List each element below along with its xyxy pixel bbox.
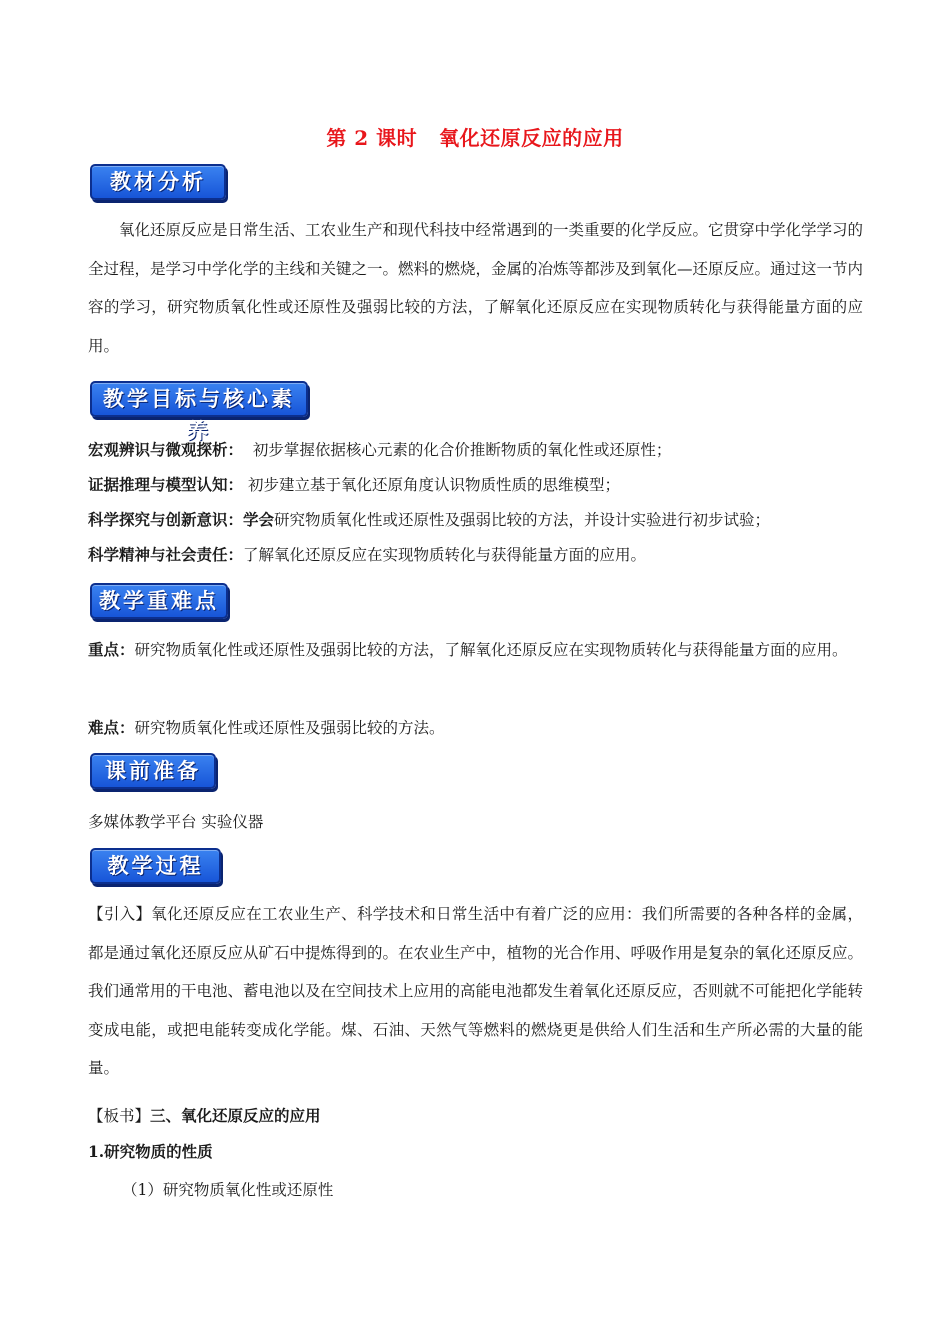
page-title <box>0 122 950 151</box>
board-label: 【板书】 <box>88 1107 151 1125</box>
section-badge-prep: 课前准备 <box>90 753 216 789</box>
goal-item <box>88 545 878 565</box>
section-badge-analysis: 教材分析 <box>90 164 226 200</box>
board-text: 三、氧化还原反应的应用 <box>150 1106 321 1125</box>
goal-text: 了解氧化还原反应在实现物质转化与获得能量方面的应用。 <box>243 546 647 564</box>
difficult-point <box>88 718 878 738</box>
intro-label: 【引入】 <box>88 905 152 923</box>
lesson-topic: 氧化还原反应的应用 <box>439 126 624 150</box>
lesson-number: 第 2 课时 <box>326 126 418 150</box>
intro-paragraph <box>88 895 863 1088</box>
difficult-point-text: 研究物质氧化性或还原性及强弱比较的方法。 <box>134 719 445 737</box>
prep-text: 多媒体教学平台 实验仪器 <box>88 813 264 831</box>
goal-item <box>88 475 878 495</box>
process-subheading: （1）研究物质氧化性或还原性 <box>122 1181 334 1199</box>
goal-label: 科学探究与创新意识： <box>88 510 244 529</box>
key-point-label: 重点： <box>88 640 135 659</box>
goal-text: 初步掌握依据核心元素的化合价推断物质的氧化性或还原性； <box>252 441 672 459</box>
goal-emphasis: 学会 <box>243 510 275 529</box>
section-badge-process: 教学过程 <box>90 848 221 884</box>
key-point-text: 研究物质氧化性或还原性及强弱比较的方法，了解氧化还原反应在实现物质转化与获得能量方面的应用。 <box>134 641 848 659</box>
goal-label: 科学精神与社会责任： <box>88 545 244 564</box>
goal-item <box>88 510 878 530</box>
goal-item <box>88 440 878 460</box>
intro-text: 氧化还原反应在工农业生产、科学技术和日常生活中有着广泛的应用：我们所需要的各种各样的金属，都是通过氧化还原反应从矿石中提炼得到的。在农业生产中，植物的光合作用、呼吸作用是复杂的氧化还原反应。我们通常用的干电池、蓄电池以及在空间技术上应用的高能电池都发生着氧化还原反应，否则就不可能把化学能转变成电能，或把电能转变成化学能。煤、石油、天然气等燃料的燃烧更是供给人们生活和生产所必需的大量的能量。 <box>88 905 864 1077</box>
section-badge-goals: 教学目标与核心素养 <box>90 381 308 417</box>
goal-label: 宏观辨识与微观探析： <box>88 440 244 459</box>
goal-label: 证据推理与模型认知： <box>88 475 244 494</box>
difficult-point-label: 难点： <box>88 718 135 737</box>
goal-text: 研究物质氧化性或还原性及强弱比较的方法，并设计实验进行初步试验； <box>274 511 771 529</box>
analysis-paragraph: 氧化还原反应是日常生活、工农业生产和现代科技中经常遇到的一类重要的化学反应。它贯穿中学化学学习的全过程，是学习中学化学的主线和关键之一。燃料的燃烧，金属的冶炼等都涉及到氧化—还原反应。通过这一节内容的学习，研究物质氧化性或还原性及强弱比较的方法，了解氧化还原反应在实现物质转化与获得能量方面的应用。 <box>88 221 864 355</box>
process-heading: 1.研究物质的性质 <box>88 1142 213 1161</box>
section-badge-keypoints: 教学重难点 <box>90 583 228 619</box>
goal-text: 初步建立基于氧化还原角度认识物质性质的思维模型； <box>247 476 620 494</box>
key-point <box>88 631 863 670</box>
board-note <box>88 1106 878 1126</box>
